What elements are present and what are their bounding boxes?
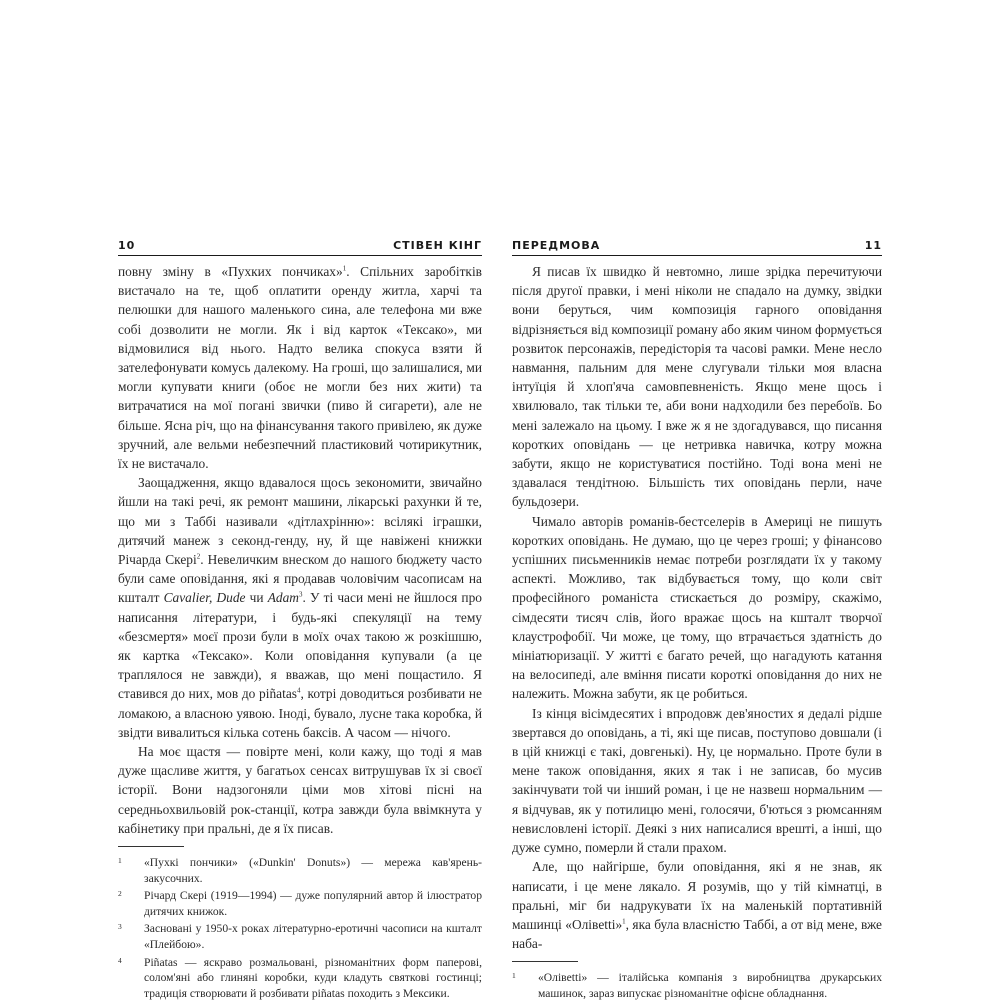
footnote-divider: [118, 846, 184, 847]
paragraph: Я писав їх швидко й невтомно, лише зрідка перечитуючи після другої правки, і мені ніколи не спадало на думку, звідки вони беруться, чим композиція гарного оповідання відрізняється від композиції роману або яким чином формується розвиток персонажів, передісторія та часові рамки. Мене несло навмання, пальним для мене слугували тільки моя власна інтуїція й хлоп'яча самовпевненість. Якщо мене щось і хвилювало, так тільки те, аби вони надходили без перебоїв. Бо мені залежало на цьому. І вже ж я не здогадувався, що писання коротких оповідань — це нетривка навичка, котру можна забути, якщо не користуватися постійно. Тоді вона мені не здавалася тендітною. Більшість тих оповідань перли, наче бульдозери.: [512, 264, 882, 510]
footnote-ref: 1: [342, 264, 347, 273]
running-title: СТІВЕН КІНГ: [393, 239, 482, 252]
paragraph: повну зміну в «Пухких пончиках»$^1$. Спільних заробітків вистачало на те, щоб оплатити оренду житла, харчі та пелюшки для нашого маленького сина, але телефона ми вже собі дозволити не могли. Як і від карток «Тексако», ми відмовилися від нього. Надто велика спокуса взяти й зателефонувати комусь далекому. На гроші, що залишалися, ми могли купувати книги (обоє не могли без них жити) та витрачатися на мої погані звички (пиво й сигарети), але не більше. Ясна річ, що на фінансування такого привілею, як дуже зручний, але вельми небезпечний пластиковий чотирикутник, їх не вистачало.: [118, 264, 482, 472]
paragraph: Але, що найгірше, були оповідання, які я не знав, як написати, і це мене лякало. Я розумів, що у тій кімнатці, в пральні, міг би надрукувати їх на маленькій портативній машинці «Олівetti»$^1$, яка була власністю Таббі, а от від мене, вже наба-: [512, 859, 882, 952]
footnote-ref: 1: [622, 917, 626, 926]
paragraph: Із кінця вісімдесятих і впродовж дев'яностих я дедалі рідше звертався до оповідань, а ті, які ще писав, поступово довшали (і в цій книжці є такі, довгенькі). Ну, це нормально. Проте були в мене також оповідання, яких я так і не записав, бо мусив закінчувати той чи інший роман, і це не назвеш нормальним — я відчував, як у потилицю мені, голосячи, б'ються з рюмсанням невисловлені історії. Деякі з них написалися врешті, а інші, що дуже сумно, померли й стали прахом.: [512, 705, 882, 856]
body-text: [512, 262, 882, 953]
left-page: [118, 236, 482, 1003]
footnote: 3 Засновані у 1950-х роках літературно-еротичні часописи на кшталт «Плейбою».: [118, 922, 482, 952]
page-number: 11: [864, 239, 882, 252]
body-text: [118, 262, 482, 838]
paragraph: Чимало авторів романів-бестселерів в Америці не пишуть коротких оповідань. Не думаю, що це через гроші; у фінансово успішних письменників немає потреби розглядати їх у такому аспекті. Можливо, так відбувається тому, що коли світ професійного романіста стискається до розміру, скажімо, сімдесяти тисяч слів, його вражає щось на кшталт творчої клаустрофобії. Чи може, це тому, що втрачається здатність до мініатюризації. У житті є багато речей, що нагадують катання на велосипеді, але вміння писати короткі оповідання до них не належить. Можна забути, як це робиться.: [512, 513, 882, 702]
footnote: 1 «Олівetti» — італійська компанія з виробництва друкарських машинок, зараз випускає різноманітне офісне обладнання.: [512, 971, 882, 1000]
footnote-ref: 4: [297, 687, 301, 695]
running-head-right: [512, 236, 882, 256]
footnote: 1 «Пухкі пончики» («Dunkin' Donuts») — мережа кав'ярень-закусочних.: [118, 856, 482, 885]
paragraph: Заощадження, якщо вдавалося щось зекономити, звичайно йшли на такі речі, як ремонт машини, лікарські рахунки й те, що ми з Таббі називали «дітлахрінню»: всілякі іграшки, дитячий манеж з секонд-генду, ну, й ще навіжені книжки Річарда Скері$^2$. Невеличким внеском до нашого бюджету часто були саме оповідання, які я продавав чоловічим часописам на кшталт Cavalier, Dude чи Adam$^3$. У ті часи мені не йшлося про написання літератури, і будь-які спекуляції на тему «безсмертя» моєї прози були в моїх очах такою ж розкішшю, як картка «Тексако». Коли оповідання купували (а це траплялося не завжди), я вважав, що мені пощастило. Я ставився до них, мов до piñatas$^4$, котрі доводиться розбивати не ломакою, а власною уявою. Іноді, бувало, лусне така коробка, й звідти вивалиться кілька сотень баксів. А часом — нічого.: [118, 475, 482, 740]
footnotes: [512, 970, 882, 1001]
footnote-ref: 2: [196, 552, 201, 561]
paragraph: На моє щастя — повірте мені, коли кажу, що тоді я мав дуже щасливе життя, у багатьох сенсах витрушував їх зі своєї історії. Вони надзогоняли ціми мов хітові пісні на середньохвильовій рок-станції, котра завжди була ввімкнута у кабінетику при пральні, де я їх писав.: [118, 744, 482, 836]
footnote: 2 Річард Скері (1919—1994) — дуже популярний автор й ілюстратор дитячих книжок.: [118, 889, 482, 918]
footnote-ref: 3: [298, 590, 303, 599]
right-page: [512, 236, 882, 1004]
running-title: ПЕРЕДМОВА: [512, 239, 601, 252]
footnote-divider: [512, 961, 578, 962]
footnotes: [118, 855, 482, 1001]
page-number: 10: [118, 239, 136, 252]
running-head-left: [118, 236, 482, 256]
footnote: 4 Piñatas — яскраво розмальовані, різноманітних форм паперові, солом'яні або глиняні коробки, куди кладуть святкові гостинці; традиція створювати й розбивати piñatas походить з Мексики.: [118, 955, 482, 1000]
